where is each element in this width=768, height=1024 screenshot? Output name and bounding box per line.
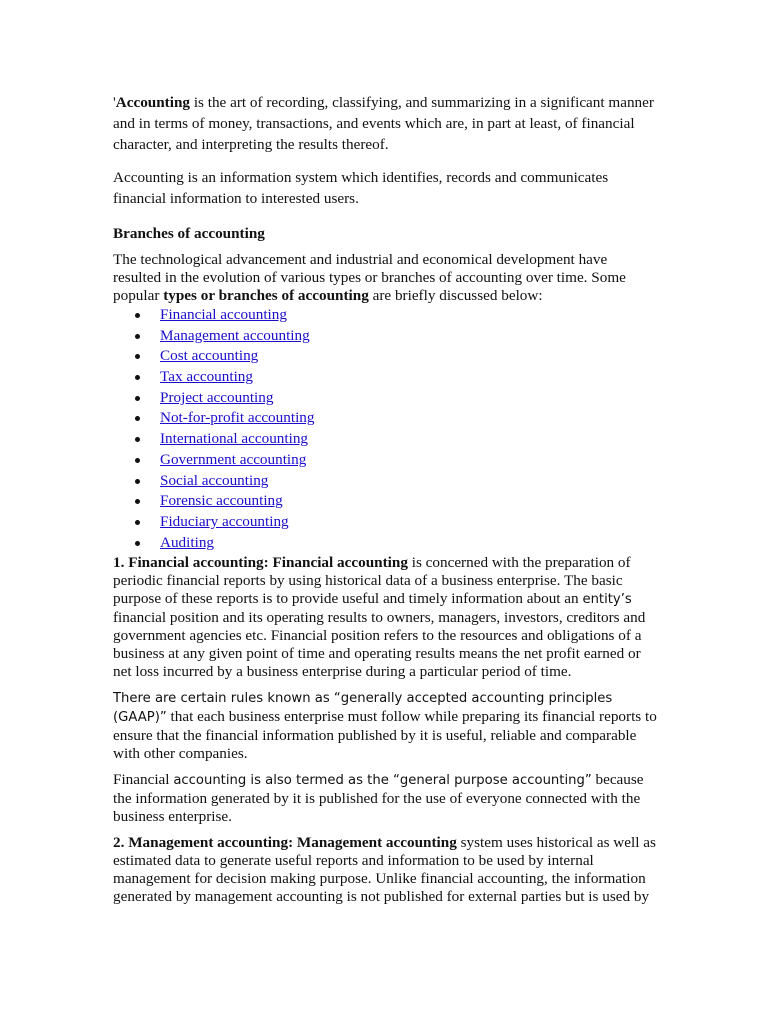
- list-item: [113, 367, 658, 388]
- list-item: [113, 408, 658, 429]
- section-1-term: Financial accounting: [272, 554, 408, 572]
- gaap-paragraph: There are certain rules known as “generally accepted accounting principles (GAAP)” that each business enterprise must follow while preparing its financial reports to ensure that the financial information published by it is useful, reliable and comparable with other companies.: [113, 691, 657, 763]
- bullet-icon: [135, 354, 140, 359]
- link-management-accounting[interactable]: Management accounting: [160, 326, 310, 344]
- link-not-for-profit-accounting[interactable]: Not-for-profit accounting: [160, 409, 315, 427]
- list-item: [113, 533, 658, 554]
- bullet-icon: [135, 313, 140, 318]
- list-item: [113, 491, 658, 512]
- bullet-icon: [135, 334, 140, 339]
- list-item: [113, 305, 658, 326]
- link-forensic-accounting[interactable]: Forensic accounting: [160, 492, 283, 510]
- bullet-icon: [135, 458, 140, 463]
- bullet-icon: [135, 520, 140, 525]
- section-2-title: 2. Management accounting:: [113, 834, 297, 852]
- list-item: [113, 326, 658, 347]
- bullet-icon: [135, 416, 140, 421]
- definition-text: is the art of recording, classifying, and summarizing in a significant manner and in terms of money, transactions, and events which are, in part at least, of financial character, and interpreting the results thereof.: [113, 94, 654, 153]
- link-social-accounting[interactable]: Social accounting: [160, 471, 269, 489]
- link-cost-accounting[interactable]: Cost accounting: [160, 347, 259, 365]
- link-tax-accounting[interactable]: Tax accounting: [160, 368, 253, 386]
- link-international-accounting[interactable]: International accounting: [160, 430, 309, 448]
- general-purpose-paragraph: Financial accounting is also termed as the “general purpose accounting” because the information generated by it is published for the use of everyone connected with the business enterprise.: [113, 771, 644, 826]
- accounting-term: Accounting: [115, 94, 191, 111]
- link-government-accounting[interactable]: Government accounting: [160, 450, 307, 468]
- branches-heading: Branches of accounting: [113, 225, 265, 242]
- link-financial-accounting[interactable]: Financial accounting: [160, 306, 287, 323]
- bullet-icon: [135, 499, 140, 504]
- list-item: [113, 450, 658, 471]
- bullet-icon: [135, 437, 140, 442]
- bullet-icon: [135, 541, 140, 546]
- financial-accounting-section: 1. Financial accounting: Financial accounting is concerned with the preparation of periodic financial reports by using historical data of a business enterprise. The basic purpose of these reports is to provide useful and timely information about an entity’s financial position and its operating results to owners, managers, investors, creditors and government agencies etc. Financial position refers to the resources and obligations of a business at any given point of time and operating results means the net profit earned or net loss incurred by a business enterprise during a particular period of time.: [113, 554, 646, 681]
- section-1-title: 1. Financial accounting:: [113, 554, 273, 572]
- branches-intro: The technological advancement and industrial and economical development have resulted in the evolution of various types or branches of accounting over time. Some popular types or branches of accounting are briefly discussed below:: [113, 251, 626, 304]
- branches-list: [113, 305, 658, 553]
- branches-intro-bold: types or branches of accounting: [163, 287, 369, 304]
- link-project-accounting[interactable]: Project accounting: [160, 388, 274, 406]
- list-item: [113, 512, 658, 533]
- bullet-icon: [135, 375, 140, 380]
- list-item: [113, 388, 658, 409]
- link-fiduciary-accounting[interactable]: Fiduciary accounting: [160, 512, 289, 530]
- section-2-term: Management accounting: [296, 834, 457, 852]
- lead-quote: ': [113, 94, 116, 111]
- list-item: [113, 471, 658, 492]
- bullet-icon: [135, 479, 140, 484]
- list-item: [113, 346, 658, 367]
- list-item: [113, 429, 658, 450]
- link-auditing[interactable]: Auditing: [160, 533, 215, 551]
- accounting-definition: [113, 92, 658, 155]
- information-system-paragraph: Accounting is an information system which identifies, records and communicates financial information to interested users.: [113, 169, 609, 207]
- entity-word: entity’s: [582, 592, 632, 608]
- bullet-icon: [135, 396, 140, 401]
- management-accounting-section: 2. Management accounting: Management accounting system uses historical as well as estimated data to generate useful reports and information to be used by internal management for decision making purpose. Unlike financial accounting, the information generated by management accounting is not published for external parties but is used by: [113, 834, 656, 906]
- document-page: [113, 92, 658, 906]
